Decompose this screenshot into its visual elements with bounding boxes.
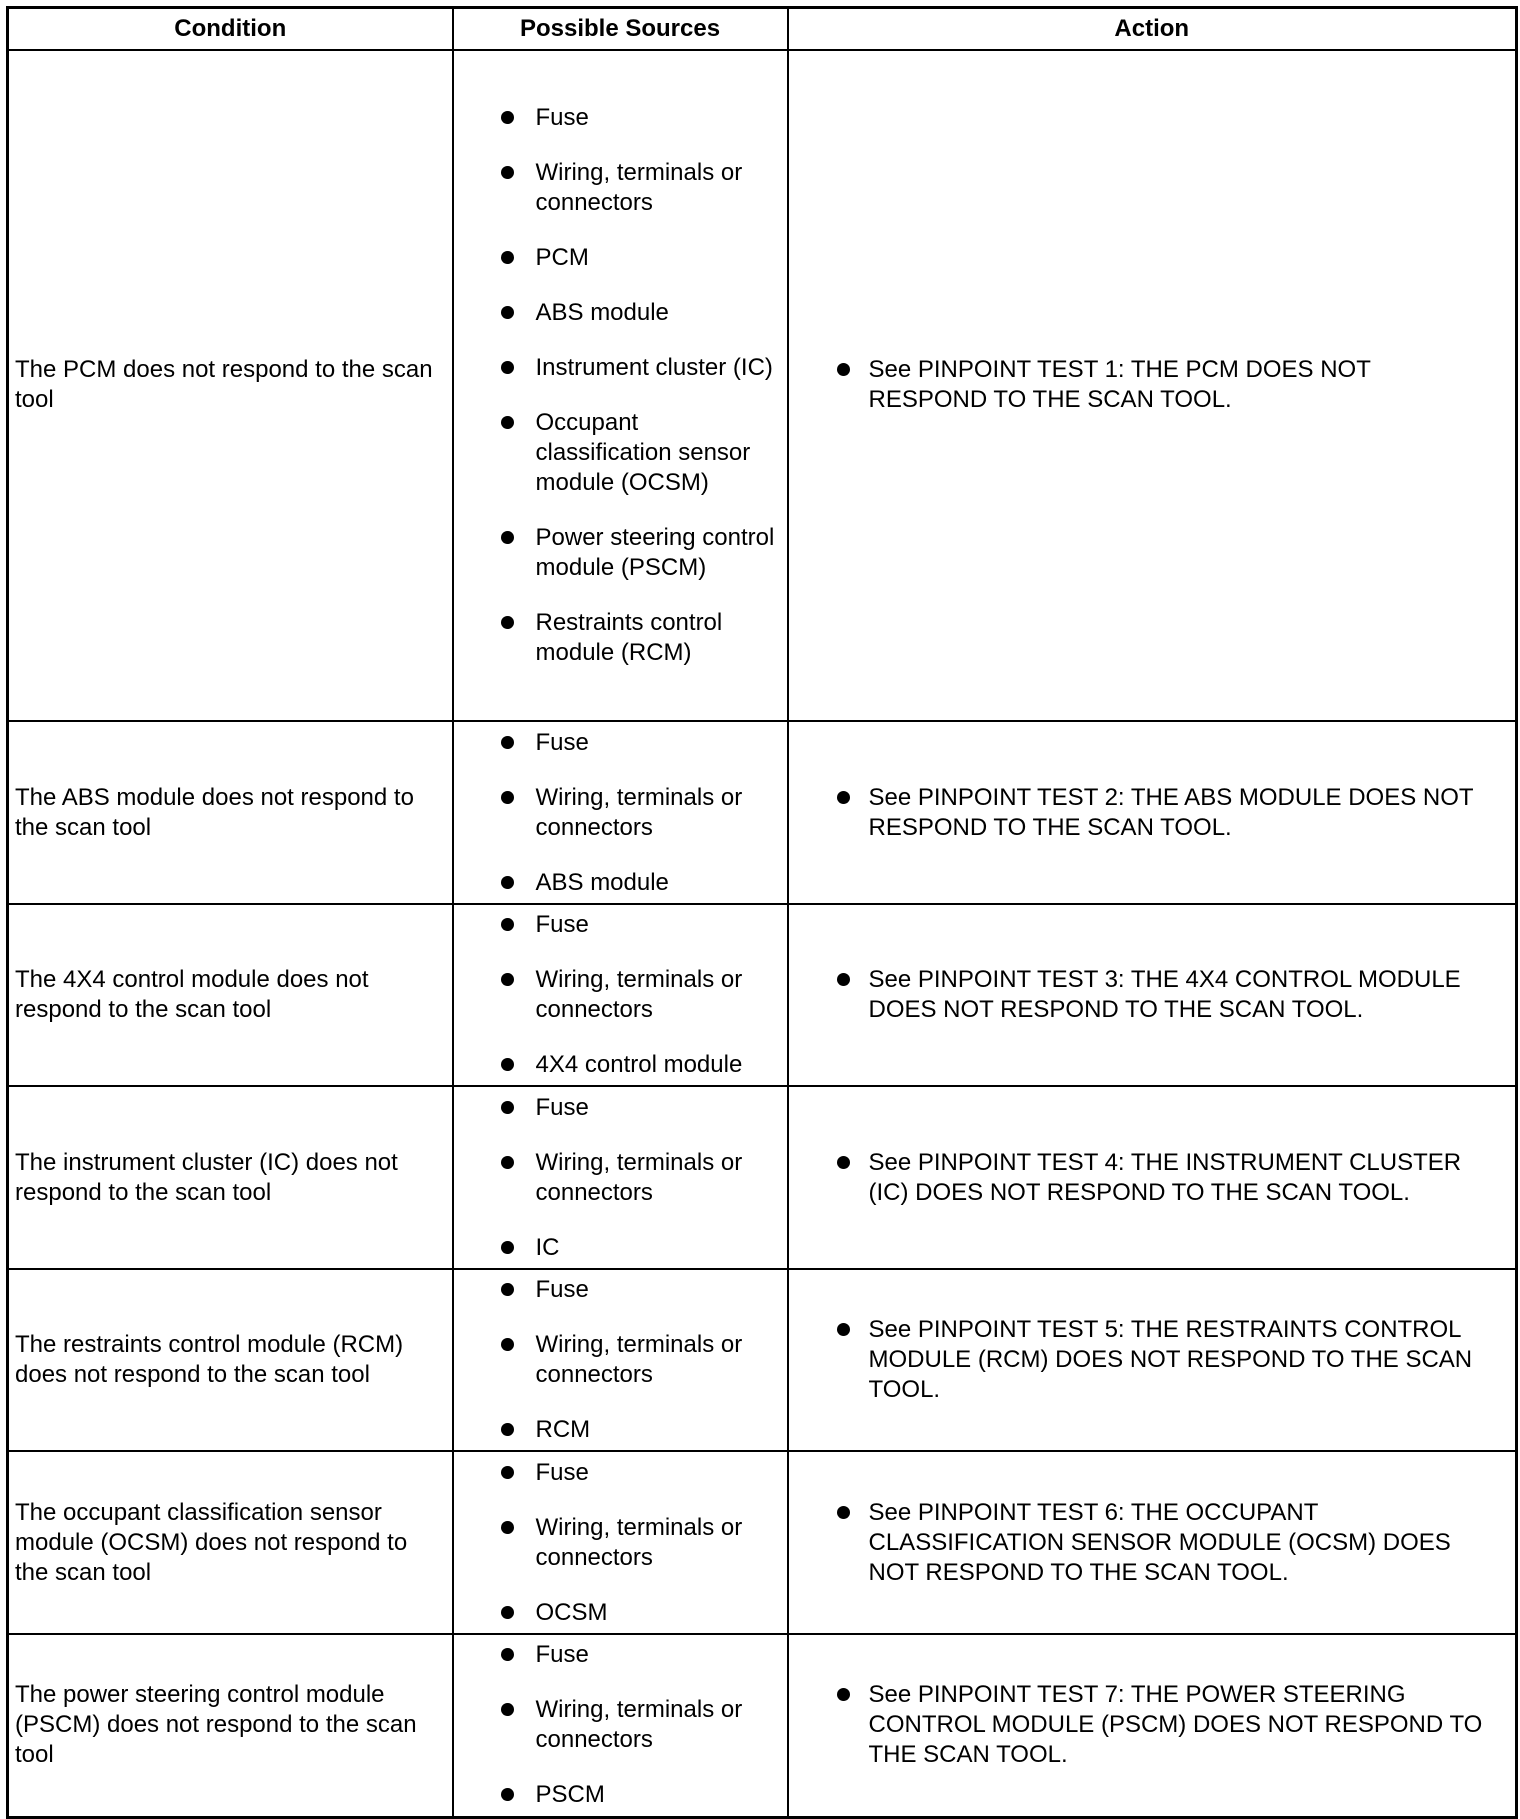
- table-body: [8, 50, 1517, 1818]
- bullet-icon: [837, 1323, 850, 1336]
- condition-cell: The occupant classification sensor module (OCSM) does not respond to the scan tool: [8, 1451, 453, 1634]
- list-item: [454, 1093, 781, 1123]
- sources-list: [454, 1093, 781, 1263]
- list-item: [789, 1680, 1492, 1770]
- possible-sources-cell: [453, 50, 788, 722]
- source-text: Fuse: [535, 1093, 589, 1121]
- action-text: See PINPOINT TEST 4: THE INSTRUMENT CLUSTER (IC) DOES NOT RESPOND TO THE SCAN TOOL.: [868, 1148, 1462, 1206]
- list-item: [454, 965, 781, 1025]
- source-text: PCM: [535, 243, 589, 271]
- bullet-icon: [837, 791, 850, 804]
- list-item: [454, 728, 781, 758]
- list-item: [454, 243, 781, 273]
- bullet-icon: [501, 1648, 514, 1661]
- bullet-icon: [837, 1156, 850, 1169]
- condition-cell: The PCM does not respond to the scan tool: [8, 50, 453, 722]
- bullet-icon: [837, 1506, 850, 1519]
- action-list: [789, 1680, 1492, 1770]
- bullet-icon: [501, 251, 514, 264]
- bullet-icon: [501, 1521, 514, 1534]
- sources-list: [454, 103, 781, 668]
- bullet-icon: [501, 1466, 514, 1479]
- list-item: [454, 523, 781, 583]
- source-text: Fuse: [535, 728, 589, 756]
- action-cell: [788, 904, 1517, 1087]
- condition-cell: The power steering control module (PSCM) does not respond to the scan tool: [8, 1634, 453, 1818]
- possible-sources-cell: [453, 1451, 788, 1634]
- bullet-icon: [501, 1241, 514, 1254]
- table-row: [8, 1634, 1517, 1818]
- source-text: Fuse: [535, 103, 589, 131]
- source-text: Fuse: [535, 911, 589, 939]
- source-text: PSCM: [535, 1781, 605, 1809]
- bullet-icon: [501, 1606, 514, 1619]
- bullet-icon: [501, 736, 514, 749]
- bullet-icon: [501, 918, 514, 931]
- action-cell: [788, 1634, 1517, 1818]
- list-item: [454, 408, 781, 498]
- bullet-icon: [501, 166, 514, 179]
- header-row: [8, 8, 1517, 50]
- list-item: [454, 1275, 781, 1305]
- source-text: IC: [535, 1233, 560, 1261]
- bullet-icon: [501, 1703, 514, 1716]
- table-row: [8, 50, 1517, 722]
- action-cell: [788, 50, 1517, 722]
- action-text: See PINPOINT TEST 2: THE ABS MODULE DOES NOT RESPOND TO THE SCAN TOOL.: [868, 783, 1474, 841]
- bullet-icon: [501, 1156, 514, 1169]
- action-cell: [788, 1451, 1517, 1634]
- sources-list: [454, 1275, 781, 1445]
- possible-sources-cell: [453, 1269, 788, 1452]
- condition-cell: The instrument cluster (IC) does not respond to the scan tool: [8, 1086, 453, 1269]
- action-list: [789, 965, 1492, 1025]
- list-item: [789, 1148, 1492, 1208]
- source-text: Wiring, terminals or connectors: [535, 158, 743, 216]
- possible-sources-cell: [453, 904, 788, 1087]
- bullet-icon: [501, 111, 514, 124]
- sources-list: [454, 728, 781, 898]
- list-item: [454, 1695, 781, 1755]
- source-text: Wiring, terminals or connectors: [535, 1696, 743, 1754]
- bullet-icon: [501, 1101, 514, 1114]
- list-item: [454, 158, 781, 218]
- source-text: Instrument cluster (IC): [535, 353, 773, 381]
- source-text: Restraints control module (RCM): [535, 608, 723, 666]
- list-item: [454, 103, 781, 133]
- sources-list: [454, 1458, 781, 1628]
- list-item: [454, 868, 781, 898]
- list-item: [454, 1598, 781, 1628]
- bullet-icon: [501, 616, 514, 629]
- bullet-icon: [501, 1058, 514, 1071]
- action-text: See PINPOINT TEST 3: THE 4X4 CONTROL MODULE DOES NOT RESPOND TO THE SCAN TOOL.: [868, 966, 1461, 1024]
- source-text: OCSM: [535, 1598, 608, 1626]
- table-row: [8, 904, 1517, 1087]
- source-text: Wiring, terminals or connectors: [535, 1331, 743, 1389]
- source-text: RCM: [535, 1416, 591, 1444]
- list-item: [789, 1498, 1492, 1588]
- action-list: [789, 783, 1492, 843]
- list-item: [454, 1415, 781, 1445]
- list-item: [454, 783, 781, 843]
- table-row: [8, 1269, 1517, 1452]
- list-item: [454, 1640, 781, 1670]
- source-text: Wiring, terminals or connectors: [535, 1513, 743, 1571]
- bullet-icon: [501, 1283, 514, 1296]
- source-text: Fuse: [535, 1458, 589, 1486]
- source-text: Power steering control module (PSCM): [535, 523, 775, 581]
- list-item: [789, 355, 1492, 415]
- list-item: [454, 1458, 781, 1488]
- diagnostic-table: [6, 6, 1518, 1819]
- list-item: [454, 910, 781, 940]
- bullet-icon: [837, 363, 850, 376]
- bullet-icon: [837, 1688, 850, 1701]
- list-item: [454, 1780, 781, 1810]
- sources-list: [454, 910, 781, 1080]
- action-list: [789, 355, 1492, 415]
- list-item: [454, 1330, 781, 1390]
- source-text: Fuse: [535, 1641, 589, 1669]
- action-text: See PINPOINT TEST 1: THE PCM DOES NOT RESPOND TO THE SCAN TOOL.: [868, 356, 1371, 414]
- bullet-icon: [501, 876, 514, 889]
- action-cell: [788, 1086, 1517, 1269]
- bullet-icon: [501, 531, 514, 544]
- table-row: [8, 721, 1517, 904]
- action-text: See PINPOINT TEST 7: THE POWER STEERING CONTROL MODULE (PSCM) DOES NOT RESPOND TO THE SCAN TOOL.: [868, 1681, 1483, 1769]
- source-text: ABS module: [535, 298, 669, 326]
- table-row: [8, 1451, 1517, 1634]
- table-row: [8, 1086, 1517, 1269]
- bullet-icon: [501, 1788, 514, 1801]
- sources-header: Possible Sources: [453, 8, 788, 50]
- list-item: [454, 608, 781, 668]
- action-header: Action: [788, 8, 1517, 50]
- list-item: [454, 1513, 781, 1573]
- list-item: [454, 1233, 781, 1263]
- condition-cell: The restraints control module (RCM) does not respond to the scan tool: [8, 1269, 453, 1452]
- action-list: [789, 1315, 1492, 1405]
- bullet-icon: [837, 973, 850, 986]
- list-item: [454, 298, 781, 328]
- list-item: [454, 353, 781, 383]
- possible-sources-cell: [453, 721, 788, 904]
- source-text: Wiring, terminals or connectors: [535, 1148, 743, 1206]
- possible-sources-cell: [453, 1634, 788, 1818]
- action-list: [789, 1148, 1492, 1208]
- bullet-icon: [501, 973, 514, 986]
- condition-cell: The 4X4 control module does not respond to the scan tool: [8, 904, 453, 1087]
- bullet-icon: [501, 306, 514, 319]
- list-item: [454, 1050, 781, 1080]
- action-cell: [788, 1269, 1517, 1452]
- bullet-icon: [501, 1338, 514, 1351]
- condition-cell: The ABS module does not respond to the scan tool: [8, 721, 453, 904]
- list-item: [789, 783, 1492, 843]
- bullet-icon: [501, 416, 514, 429]
- condition-header: Condition: [8, 8, 453, 50]
- action-cell: [788, 721, 1517, 904]
- bullet-icon: [501, 1423, 514, 1436]
- source-text: 4X4 control module: [535, 1051, 743, 1079]
- source-text: Fuse: [535, 1276, 589, 1304]
- action-list: [789, 1498, 1492, 1588]
- action-text: See PINPOINT TEST 5: THE RESTRAINTS CONTROL MODULE (RCM) DOES NOT RESPOND TO THE SCAN TOOL.: [868, 1316, 1473, 1404]
- bullet-icon: [501, 791, 514, 804]
- sources-list: [454, 1640, 781, 1810]
- list-item: [789, 965, 1492, 1025]
- list-item: [789, 1315, 1492, 1405]
- action-text: See PINPOINT TEST 6: THE OCCUPANT CLASSIFICATION SENSOR MODULE (OCSM) DOES NOT RESPOND TO THE SCAN TOOL.: [868, 1498, 1451, 1586]
- possible-sources-cell: [453, 1086, 788, 1269]
- source-text: Wiring, terminals or connectors: [535, 966, 743, 1024]
- source-text: Wiring, terminals or connectors: [535, 783, 743, 841]
- bullet-icon: [501, 361, 514, 374]
- source-text: Occupant classification sensor module (OCSM): [535, 408, 751, 496]
- list-item: [454, 1148, 781, 1208]
- source-text: ABS module: [535, 868, 669, 896]
